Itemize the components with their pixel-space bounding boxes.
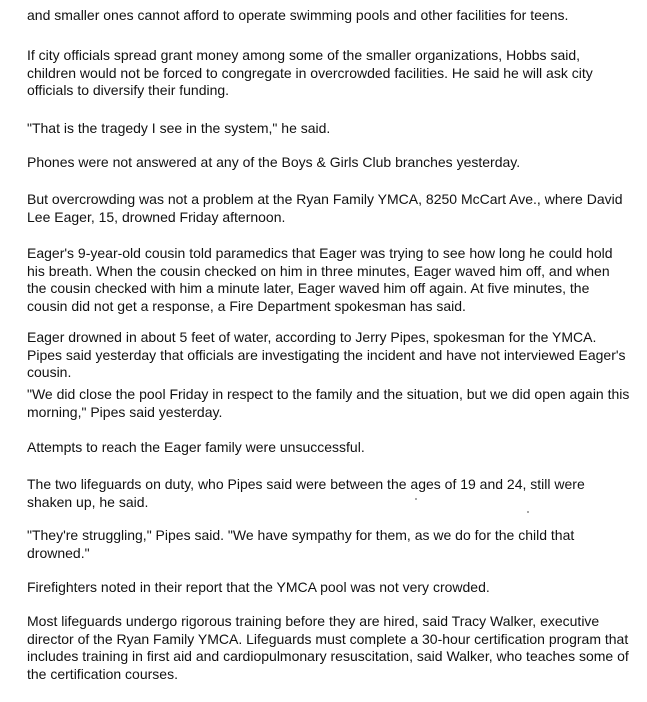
paragraph-7: Eager drowned in about 5 feet of water, according to Jerry Pipes, spokesman for the YMCA. Pipes said yesterday that officials are investigating the incident and have not interviewed Eager's cousin. <box>27 329 626 380</box>
paragraph-4: Phones were not answered at any of the Boys & Girls Club branches yesterday. <box>27 154 521 170</box>
paragraph-12: Firefighters noted in their report that the YMCA pool was not very crowded. <box>27 579 490 595</box>
paragraph-11: "They're struggling," Pipes said. "We have sympathy for them, as we do for the child that drowned." <box>27 527 575 561</box>
paragraph-6: Eager's 9-year-old cousin told paramedics that Eager was trying to see how long he could hold his breath. When the cousin checked on him in three minutes, Eager waved him off, and when the cousin checked with him a minute later, Eager waved him off again. At five minutes, the cousin did not get a response, a Fire Department spokesman has said. <box>27 245 613 314</box>
paragraph-13: Most lifeguards undergo rigorous training before they are hired, said Tracy Walker, executive director of the Ryan Family YMCA. Lifeguards must complete a 30-hour certification program that includes training in first aid and cardiopulmonary resuscitation, said Walker, who teaches some of the certification courses. <box>27 613 629 682</box>
paragraph-9: Attempts to reach the Eager family were unsuccessful. <box>27 439 365 455</box>
scan-speck <box>415 498 417 500</box>
paragraph-5: But overcrowding was not a problem at the Ryan Family YMCA, 8250 McCart Ave., where David Lee Eager, 15, drowned Friday afternoon. <box>27 191 623 225</box>
paragraph-1: and smaller ones cannot afford to operate swimming pools and other facilities for teens. <box>27 7 569 23</box>
paragraph-10: The two lifeguards on duty, who Pipes said were between the ages of 19 and 24, still were shaken up, he said. <box>27 476 585 510</box>
scan-speck <box>527 511 529 513</box>
paragraph-8: "We did close the pool Friday in respect to the family and the situation, but we did open again this morning," Pipes said yesterday. <box>27 386 630 420</box>
paragraph-2: If city officials spread grant money among some of the smaller organizations, Hobbs said, children would not be forced to congregate in overcrowded facilities. He said he will ask city officials to diversify their funding. <box>27 47 593 98</box>
paragraph-3: "That is the tragedy I see in the system," he said. <box>27 120 331 136</box>
